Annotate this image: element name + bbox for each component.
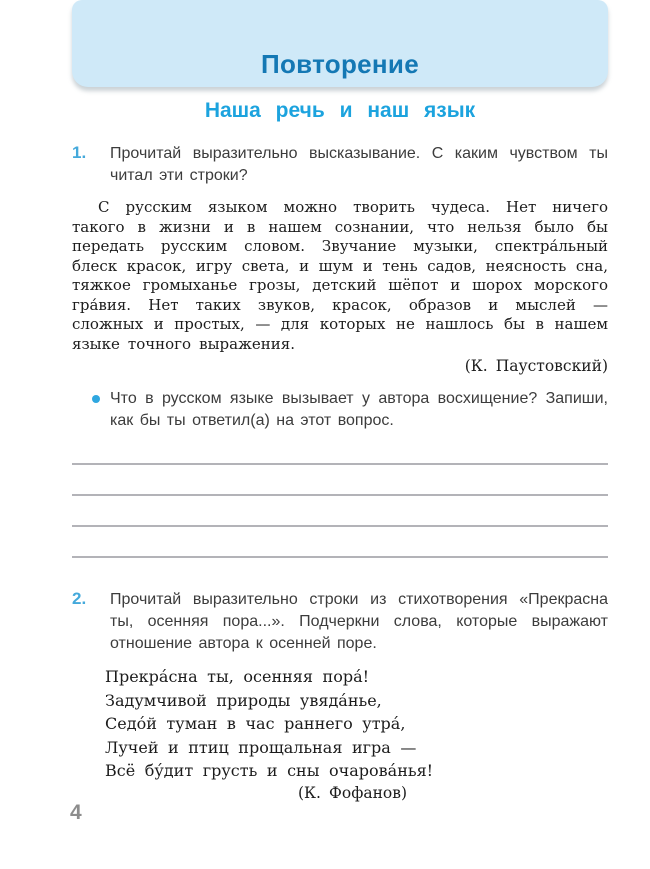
poem-line: Прекра́сна ты, осенняя пора́! [105, 667, 370, 686]
writing-line[interactable] [72, 527, 608, 558]
poem [105, 665, 608, 783]
chapter-title: Повторение [261, 49, 419, 79]
poem-line: Лучей и птиц прощальная игра — [105, 737, 417, 757]
writing-lines-area[interactable] [72, 434, 608, 558]
section-title: Наша речь и наш язык [204, 99, 476, 122]
writing-line[interactable] [72, 434, 608, 465]
exercise-1 [72, 143, 608, 187]
exercise-2-number: 2. [72, 589, 87, 608]
question-text: Что в русском языке вызывает у автора восхищение? Запиши, как бы ты ответил(а) на этот вопрос. [110, 390, 608, 429]
bullet-icon [92, 395, 100, 403]
exercise-1-instruction: Прочитай выразительно высказывание. С каким чувством ты читал эти строки? [110, 145, 608, 184]
poem-attribution: (К. Фофанов) [298, 783, 408, 802]
question-item [72, 388, 608, 432]
page-number: 4 [70, 801, 82, 824]
poem-line: Задумчивой природы увяда́нье, [105, 690, 382, 710]
poem-line: Всё бу́дит грусть и сны очарова́нья! [105, 761, 434, 780]
chapter-header [72, 0, 608, 87]
writing-line[interactable] [72, 465, 608, 496]
page-content [72, 143, 608, 802]
quote-paragraph: С русским языком можно творить чудеса. Нет ничего такого в жизни и в нашем сознании, что нельзя было бы передать русским словом. Звучание музыки, спектра́льный блеск красок, игру света, и шум и тень садов, неясность сна, тяжкое громыханье грозы, детский шёпот и шорох морского гра́вия. Нет таких звуков, красок, образов и мыслей — сложных и простых, — для которых не нашлось бы в нашем языке точного выражения. [72, 198, 608, 353]
writing-line[interactable] [72, 496, 608, 527]
exercise-2 [72, 589, 608, 655]
quote-attribution: (К. Паустовский) [464, 357, 608, 375]
poem-line: Седо́й туман в час раннего утра́, [105, 714, 406, 733]
exercise-1-number: 1. [72, 143, 87, 162]
exercise-2-instruction: Прочитай выразительно строки из стихотворения «Прекрасна ты, осенняя пора...». Подчеркни слова, которые выражают отношение автора к осенней поре. [110, 591, 608, 652]
